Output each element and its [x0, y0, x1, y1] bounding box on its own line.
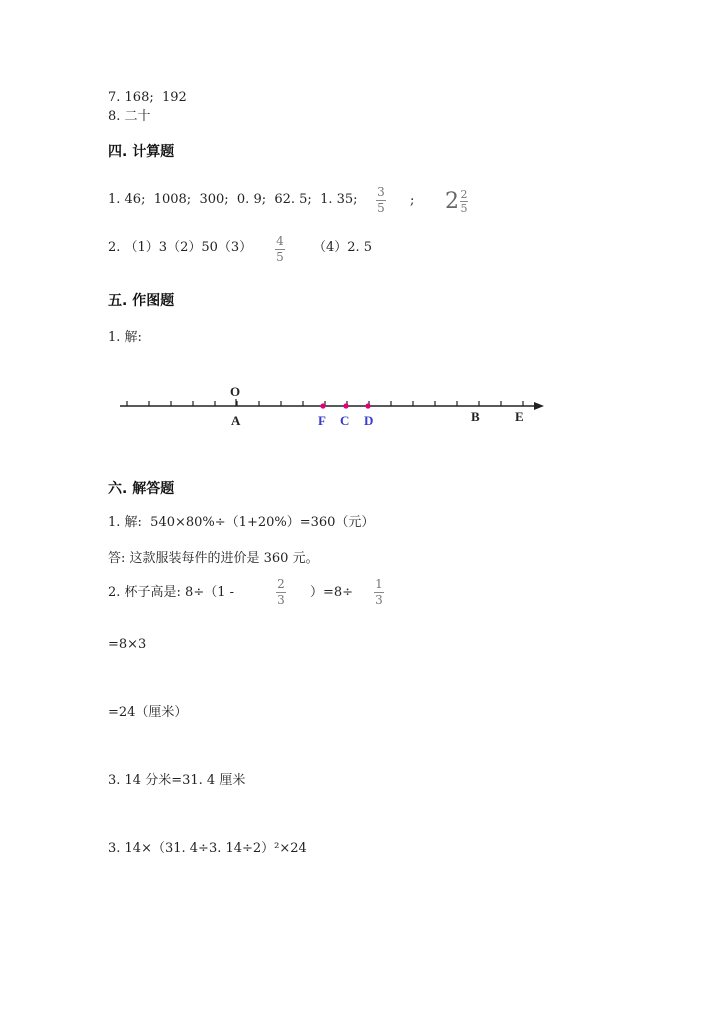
drawing-answer-1: 1. 解:: [108, 330, 142, 345]
calc-answer-2-tail: （4）2. 5: [313, 240, 373, 255]
solution-1-answer: 答: 这款服装每件的进价是 360 元。: [108, 551, 319, 566]
solution-3-line-2: 3. 14×（31. 4÷3. 14÷2）²×24: [108, 841, 307, 856]
point-d: [365, 403, 370, 408]
label-e: E: [515, 409, 524, 424]
section-heading-calculation: 四. 计算题: [108, 144, 175, 160]
answer-7: 7. 168; 192: [108, 90, 187, 105]
section-heading-solutions: 六. 解答题: [108, 481, 175, 497]
calc-answer-2: 2. （1）3（2）50（3）: [108, 240, 253, 255]
label-c: C: [340, 413, 350, 428]
label-d: D: [364, 413, 374, 428]
fraction-three-fifths: 3 5: [377, 185, 385, 215]
calc-answer-1: 1. 46; 1008; 300; 0. 9; 62. 5; 1. 35;: [108, 192, 358, 207]
fraction-four-fifths: 4 5: [276, 234, 284, 264]
solution-3-line-1: 3. 14 分米=31. 4 厘米: [108, 773, 246, 788]
arrow-head-icon: [534, 402, 544, 410]
solution-1-line: 1. 解: 540×80%÷（1+20%）=360（元）: [108, 515, 375, 530]
solution-2-step-1: =8×3: [108, 637, 147, 652]
label-o: O: [230, 384, 241, 399]
label-b: B: [471, 409, 480, 424]
label-f: F: [318, 413, 326, 428]
solution-2-step-2: =24（厘米）: [108, 705, 188, 720]
point-c: [343, 403, 348, 408]
mixed-number: 2 $\frac{2}{5}$: [445, 188, 468, 215]
solution-2-prefix: 2. 杯子高是: 8÷（1 -: [108, 585, 235, 600]
label-a: A: [231, 413, 241, 428]
separator: ;: [410, 193, 415, 208]
fraction-two-thirds: 2 3: [277, 577, 285, 607]
point-f: [320, 403, 325, 408]
section-heading-drawing: 五. 作图题: [108, 293, 175, 309]
fraction-one-third: 1 3: [375, 577, 383, 607]
answer-8: 8. 二十: [108, 109, 151, 124]
solution-2-mid: ）=8÷: [310, 585, 354, 600]
